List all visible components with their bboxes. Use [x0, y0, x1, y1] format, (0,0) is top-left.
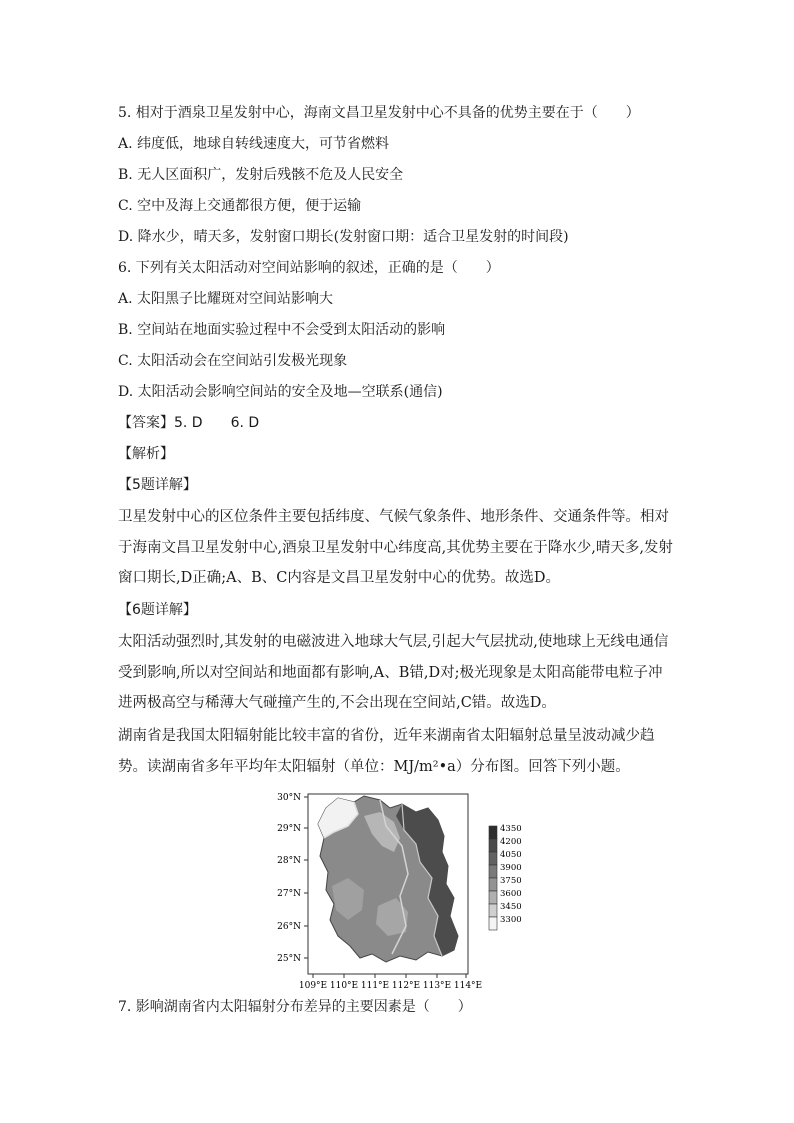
legend-label: 3450 — [500, 902, 522, 912]
q5-option-b: B. 无人区面积广，发射后残骸不危及人民安全 — [118, 167, 404, 183]
answer-line: 【答案】5. D 6. D — [118, 415, 260, 431]
lon-ticks — [313, 974, 466, 978]
lat-label: 26°N — [277, 922, 301, 932]
q6-option-a: A. 太阳黑子比耀斑对空间站影响大 — [118, 291, 334, 307]
lat-label: 27°N — [277, 889, 301, 899]
legend-swatch — [489, 826, 497, 839]
q5-option-a: A. 纬度低，地球自转线速度大，可节省燃料 — [118, 136, 390, 152]
legend-swatch — [489, 891, 497, 904]
lat-label: 29°N — [277, 824, 301, 834]
legend-swatch — [489, 917, 497, 930]
q7-stem: 7. 影响湖南省内太阳辐射分布差异的主要因素是（ ） — [118, 999, 472, 1015]
legend-label: 4200 — [500, 837, 522, 847]
lon-label: 112°E — [391, 981, 421, 991]
lat-label: 28°N — [277, 856, 301, 866]
passage-text: 湖南省是我国太阳辐射能比较丰富的省份，近年来湖南省太阳辐射总量呈波动减少趋势。读湖南省多年平均年太阳辐射（单位：MJ/m²•a）分布图。回答下列小题。 — [118, 728, 655, 775]
q6-detail-text: 太阳活动强烈时,其发射的电磁波进入地球大气层,引起大气层扰动,使地球上无线电通信受到影响,所以对空间站和地面都有影响,A、B错,D对;极光现象是太阳高能带电粒子冲进两极高空与稀薄大气碰撞产生的,不会出现在空间站,C错。故选D。 — [118, 634, 669, 711]
lon-label: 113°E — [422, 981, 452, 991]
solar-radiation-map — [268, 786, 522, 991]
legend-label: 3750 — [500, 876, 522, 886]
lon-label: 109°E — [298, 981, 328, 991]
q5-option-d: D. 降水少，晴天多，发射窗口期长(发射窗口期：适合卫星发射的时间段) — [118, 229, 569, 245]
q6-option-b: B. 空间站在地面实验过程中不会受到太阳活动的影响 — [118, 322, 446, 338]
q5-stem: 5. 相对于酒泉卫星发射中心，海南文昌卫星发射中心不具备的优势主要在于（ ） — [118, 105, 640, 121]
q6-option-c: C. 太阳活动会在空间站引发极光现象 — [118, 353, 348, 369]
lon-label: 114°E — [453, 981, 483, 991]
lat-ticks — [304, 797, 308, 958]
q5-detail-heading: 【5题详解】 — [118, 477, 197, 493]
q6-detail-heading: 【6题详解】 — [118, 602, 197, 618]
legend-label: 3900 — [500, 863, 522, 873]
q6-option-d: D. 太阳活动会影响空间站的安全及地—空联系(通信) — [118, 384, 443, 400]
lon-label: 110°E — [329, 981, 359, 991]
legend-swatch — [489, 878, 497, 891]
legend-swatch — [489, 839, 497, 852]
map-svg — [268, 786, 522, 991]
q6-stem: 6. 下列有关太阳活动对空间站影响的叙述，正确的是（ ） — [118, 260, 500, 276]
legend-swatch — [489, 904, 497, 917]
lon-label: 111°E — [360, 981, 390, 991]
legend-label: 3300 — [500, 915, 522, 925]
q5-option-c: C. 空中及海上交通都很方便，便于运输 — [118, 198, 362, 214]
legend-swatch — [489, 852, 497, 865]
legend-swatch — [489, 865, 497, 878]
legend-label: 4350 — [500, 824, 522, 834]
q5-detail-text: 卫星发射中心的区位条件主要包括纬度、气候气象条件、地形条件、交通条件等。相对于海南文昌卫星发射中心,酒泉卫星发射中心纬度高,其优势主要在于降水少,晴天多,发射窗口期长,D正确;A、B、C内容是文昌卫星发射中心的优势。故选D。 — [118, 509, 673, 586]
legend-label: 3600 — [500, 889, 522, 899]
lat-label: 30°N — [277, 793, 301, 803]
lat-label: 25°N — [277, 954, 301, 964]
map-legend — [489, 824, 522, 930]
analysis-heading: 【解析】 — [118, 446, 174, 462]
legend-label: 4050 — [500, 850, 522, 860]
